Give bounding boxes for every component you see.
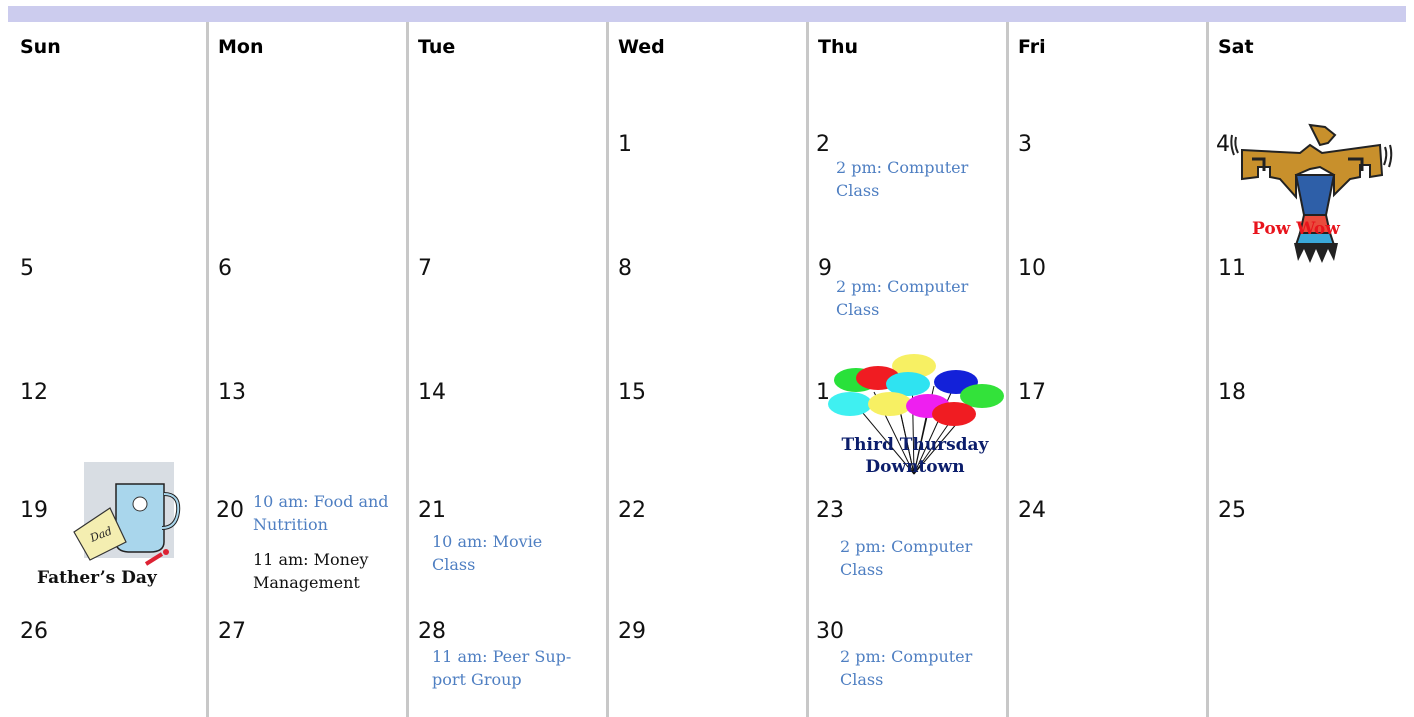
event-computer-class[interactable]: 2 pm: Computer Class (836, 158, 969, 201)
day-number[interactable]: 5 (20, 256, 34, 281)
day-number[interactable]: 22 (618, 498, 646, 523)
third-thursday-line-1: Third Thursday (841, 435, 989, 455)
event-peer-support-group[interactable]: 11 am: Peer Sup-port Group (432, 647, 572, 690)
pow-wow-label: Pow Wow (1252, 219, 1340, 239)
day-number[interactable]: 3 (1018, 132, 1032, 157)
event-computer-class[interactable]: 2 pm: Computer Class (840, 647, 973, 690)
day-number[interactable]: 1 (816, 380, 830, 405)
day-number[interactable]: 17 (1018, 380, 1046, 405)
day-number[interactable]: 2 (816, 132, 830, 157)
header-mon: Mon (218, 36, 264, 58)
grid-line (406, 22, 409, 717)
day-number[interactable]: 28 (418, 619, 446, 644)
day-number[interactable]: 21 (418, 498, 446, 523)
day-number[interactable]: 29 (618, 619, 646, 644)
grid-line (1206, 22, 1209, 717)
day-number[interactable]: 24 (1018, 498, 1046, 523)
event-computer-class[interactable]: 2 pm: Computer Class (840, 537, 973, 580)
day-number[interactable]: 19 (20, 498, 48, 523)
day-number[interactable]: 6 (218, 256, 232, 281)
day-number[interactable]: 25 (1218, 498, 1246, 523)
grid-line (806, 22, 809, 717)
day-number[interactable]: 23 (816, 498, 844, 523)
header-fri: Fri (1018, 36, 1046, 58)
day-number[interactable]: 9 (818, 256, 832, 281)
event-movie-class[interactable]: 10 am: Movie Class (432, 532, 543, 575)
day-number[interactable]: 7 (418, 256, 432, 281)
header-sun: Sun (20, 36, 61, 58)
event-computer-class[interactable]: 2 pm: Computer Class (836, 277, 969, 320)
day-number[interactable]: 20 (216, 498, 244, 523)
day-number[interactable]: 27 (218, 619, 246, 644)
fathers-day-mug-icon (70, 456, 190, 576)
day-number[interactable]: 18 (1218, 380, 1246, 405)
third-thursday-line-2: Downtown (865, 457, 965, 478)
day-number[interactable]: 15 (618, 380, 646, 405)
day-number[interactable]: 1 (618, 132, 632, 157)
grid-line (1006, 22, 1009, 717)
day-number[interactable]: 10 (1018, 256, 1046, 281)
day-number[interactable]: 4 (1216, 132, 1230, 157)
day-number[interactable]: 8 (618, 256, 632, 281)
third-thursday-label (826, 434, 1004, 478)
header-sat: Sat (1218, 36, 1254, 58)
day-number[interactable]: 26 (20, 619, 48, 644)
mug-card-text: Dad (88, 524, 114, 545)
event-money-management[interactable]: 11 am: Money Management (253, 550, 369, 593)
header-thu: Thu (818, 36, 859, 58)
header-tue: Tue (418, 36, 456, 58)
top-bar (8, 6, 1406, 22)
fathers-day-label: Father’s Day (37, 568, 157, 588)
grid-line (206, 22, 209, 717)
event-food-nutrition[interactable]: 10 am: Food and Nutrition (253, 492, 389, 535)
grid-line (606, 22, 609, 717)
day-number[interactable]: 30 (816, 619, 844, 644)
header-wed: Wed (618, 36, 665, 58)
pow-wow-thunderbird-icon (1230, 115, 1395, 265)
day-number[interactable]: 13 (218, 380, 246, 405)
day-number[interactable]: 14 (418, 380, 446, 405)
day-number[interactable]: 11 (1218, 256, 1246, 281)
day-number[interactable]: 12 (20, 380, 48, 405)
